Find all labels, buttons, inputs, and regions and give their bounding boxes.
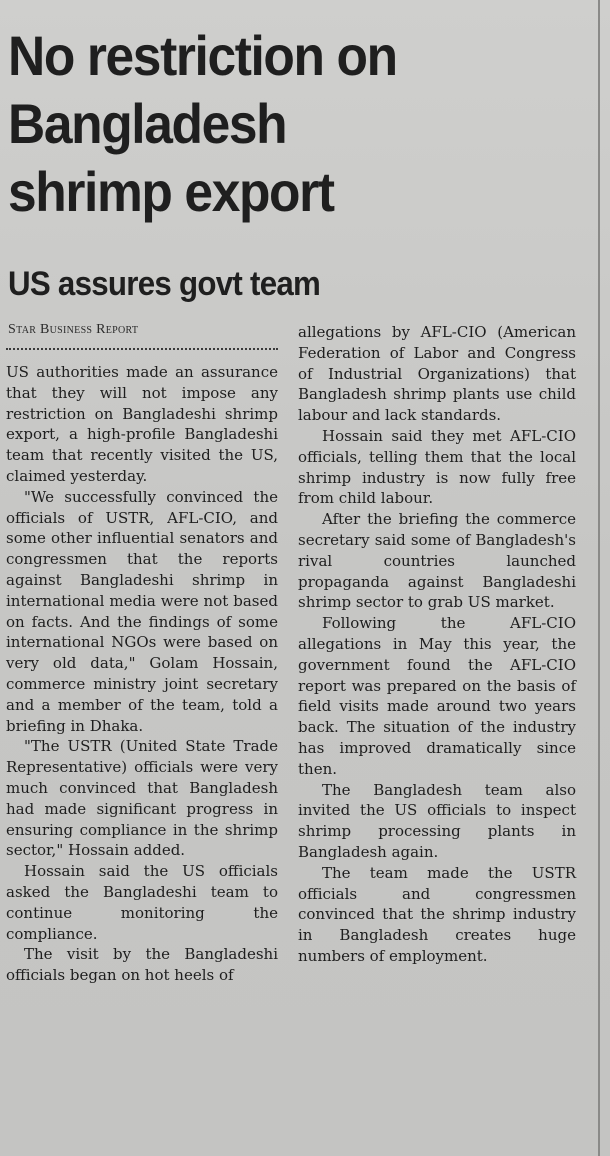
paragraph: The Bangladesh team also invited the US officials to inspect shrimp processing plants in Bangladesh again. [298,780,576,861]
paragraph: allegations by AFL-CIO (American Federation of Labor and Congress of Industrial Organizations) that Bangladesh shrimp plants use child labour and lack standards. [298,323,576,425]
article-column-1 [6,362,278,986]
paragraph: Following the AFL-CIO allegations in May this year, the government found the AFL-CIO report was prepared on the basis of field visits made around two years back. The situation of the industry has improved dramatically since then. [298,614,576,778]
headline-line: shrimp export [8,160,334,223]
paragraph: After the briefing the commerce secretary said some of Bangladesh's rival countries launched propaganda against Bangladeshi shrimp sector to grab US market. [298,510,576,612]
paragraph: US authorities made an assurance that they will not impose any restriction on Bangladeshi shrimp export, a high-profile Bangladeshi team that recently visited the US, claimed yesterday. [6,363,278,485]
byline: Star Business Report [8,322,139,337]
headline-line: Bangladesh [8,92,287,155]
paragraph: The team made the USTR officials and congressmen convinced that the shrimp industry in Bangladesh creates huge numbers of employment. [298,863,576,965]
subheadline: US assures govt team [8,265,321,303]
article-column-2 [298,322,576,967]
paragraph: The visit by the Bangladeshi officials began on hot heels of [6,945,278,985]
paragraph: Hossain said the US officials asked the Bangladeshi team to continue monitoring the compliance. [6,862,278,943]
paragraph: Hossain said they met AFL-CIO officials, telling them that the local shrimp industry is now fully free from child labour. [298,426,576,508]
column-rule [598,0,600,1156]
paragraph: "We successfully convinced the officials of USTR, AFL-CIO, and some other influential senators and congressmen that the reports against Bangladeshi shrimp in international media were not based on facts. And the findings of some international NGOs were based on very old data," Golam Hossain, commerce ministry joint secretary and a member of the team, told a briefing in Dhaka. [6,487,278,735]
paragraph: "The USTR (United State Trade Representative) officials were very much convinced that Bangladesh had made significant progress in ensuring compliance in the shrimp sector," Hossain added. [6,737,278,860]
dotted-divider [6,348,278,350]
headline-line: No restriction on [8,24,397,87]
headline [8,22,542,226]
